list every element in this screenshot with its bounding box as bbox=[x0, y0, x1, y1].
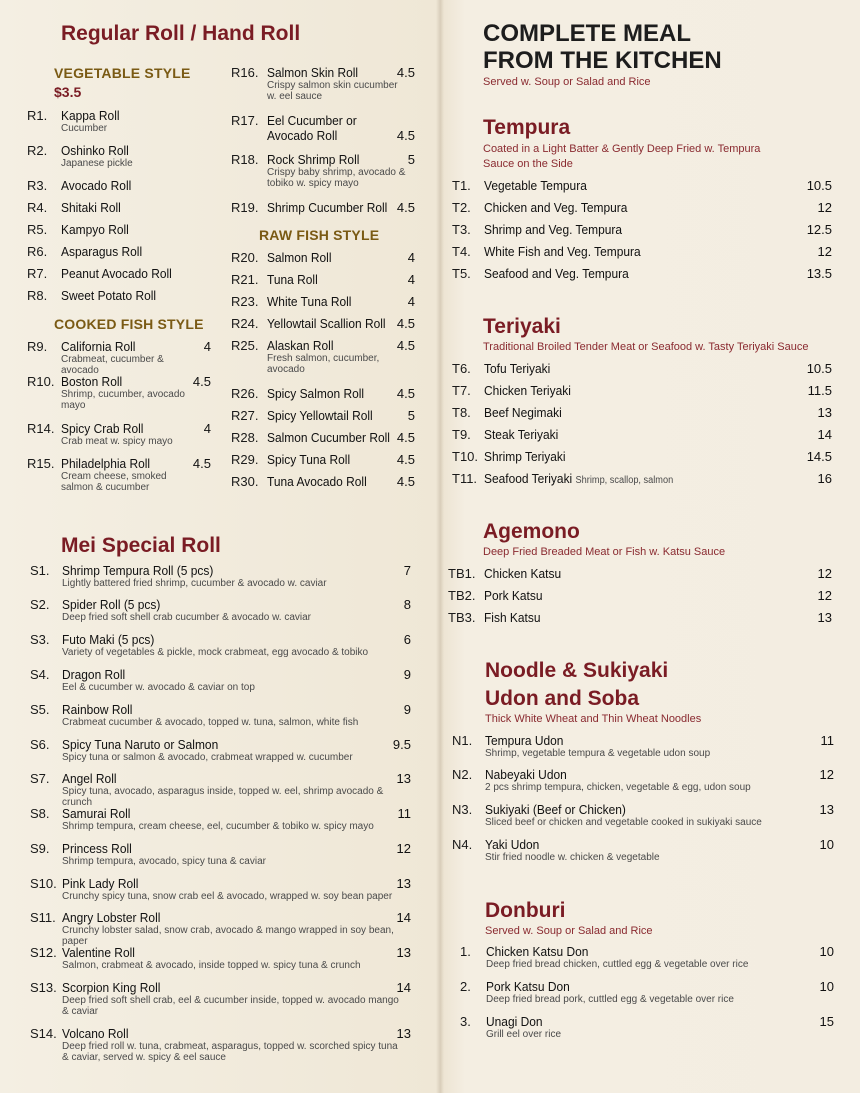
item-code: R17. bbox=[231, 113, 259, 128]
item-code: 1. bbox=[460, 944, 471, 959]
item-desc: 2 pcs shrimp tempura, chicken, vegetable & egg, udon soup bbox=[485, 782, 751, 793]
vegetable-price: $3.5 bbox=[54, 84, 82, 100]
item-desc: Deep fried soft shell crab, eel & cucumber inside, topped w. avocado mango & caviar bbox=[62, 995, 399, 1017]
item-name: Chicken and Veg. Tempura bbox=[484, 200, 628, 215]
tempura-desc-1: Coated in a Light Batter & Gently Deep Fried w. Tempura bbox=[483, 143, 761, 155]
item-code: TB3. bbox=[448, 610, 476, 625]
item-code: T11. bbox=[452, 471, 478, 486]
complete-meal-title-line1: COMPLETE MEAL bbox=[483, 20, 691, 47]
item-name: White Fish and Veg. Tempura bbox=[484, 244, 641, 259]
item-name: Shitaki Roll bbox=[61, 200, 121, 215]
item-price: 4.5 bbox=[192, 456, 211, 471]
item-name: Yaki Udon bbox=[485, 837, 540, 852]
item-code: R19. bbox=[231, 200, 259, 215]
item-name: Kampyo Roll bbox=[61, 222, 129, 237]
item-code: R10. bbox=[27, 374, 55, 389]
item-desc: Eel & cucumber w. avocado & caviar on top bbox=[62, 682, 255, 693]
item-name: Boston Roll bbox=[61, 374, 123, 389]
item-code: S9. bbox=[30, 841, 50, 856]
teriyaki-desc: Traditional Broiled Tender Meat or Seafood w. Tasty Teriyaki Sauce bbox=[483, 341, 809, 353]
item-name: Philadelphia Roll bbox=[61, 456, 151, 471]
item-name: Princess Roll bbox=[62, 841, 132, 856]
menu-item bbox=[448, 566, 834, 586]
item-code: N3. bbox=[452, 802, 473, 817]
item-price: 4.5 bbox=[396, 316, 415, 331]
item-price: 12 bbox=[817, 566, 832, 581]
donburi-desc: Served w. Soup or Salad and Rice bbox=[485, 925, 653, 937]
item-code: R24. bbox=[231, 316, 259, 331]
item-code: R9. bbox=[27, 339, 48, 354]
item-desc: Variety of vegetables & pickle, mock crabmeat, egg avocado & tobiko bbox=[62, 647, 369, 658]
item-name: Spicy Yellowtail Roll bbox=[267, 408, 373, 423]
item-price: 12 bbox=[396, 841, 411, 856]
item-code: TB1. bbox=[448, 566, 476, 581]
menu-item bbox=[452, 802, 834, 828]
menu-item bbox=[30, 876, 412, 902]
item-desc: Deep fried roll w. tuna, crabmeat, asparagus, topped w. scorched spicy tuna & caviar, served w. spicy & eel sauce bbox=[62, 1041, 398, 1063]
item-name: Eel Cucumber or bbox=[267, 113, 357, 128]
item-desc: Japanese pickle bbox=[61, 158, 133, 169]
item-price: 10.5 bbox=[806, 361, 832, 376]
item-name: Shrimp and Veg. Tempura bbox=[484, 222, 623, 237]
item-price: 4.5 bbox=[396, 338, 415, 353]
menu-item bbox=[448, 588, 834, 608]
item-code: T8. bbox=[452, 405, 471, 420]
item-code: S7. bbox=[30, 771, 50, 786]
page-fold bbox=[436, 0, 444, 1093]
item-code: R5. bbox=[27, 222, 48, 237]
item-price: 4.5 bbox=[396, 452, 415, 467]
item-code: R18. bbox=[231, 152, 259, 167]
item-name: Sukiyaki (Beef or Chicken) bbox=[485, 802, 626, 817]
menu-item bbox=[30, 702, 412, 728]
item-price: 13 bbox=[819, 802, 834, 817]
item-name: Spicy Tuna Naruto or Salmon bbox=[62, 737, 219, 752]
donburi-title: Donburi bbox=[485, 899, 566, 922]
item-code: R1. bbox=[27, 108, 48, 123]
item-name: Seafood and Veg. Tempura bbox=[484, 266, 629, 281]
item-code: S13. bbox=[30, 980, 57, 995]
item-desc: Shrimp, cucumber, avocado mayo bbox=[61, 389, 185, 411]
item-code: R21. bbox=[231, 272, 259, 287]
item-name: Salmon Cucumber Roll bbox=[267, 430, 390, 445]
item-price: 12 bbox=[817, 244, 832, 259]
item-code: T6. bbox=[452, 361, 471, 376]
item-name: Volcano Roll bbox=[62, 1026, 129, 1041]
item-name: Yellowtail Scallion Roll bbox=[267, 316, 386, 331]
item-name: Salmon Roll bbox=[267, 250, 332, 265]
item-price: 13 bbox=[396, 1026, 411, 1041]
item-price: 10 bbox=[819, 944, 834, 959]
item-price: 4 bbox=[407, 250, 415, 265]
item-name: Sweet Potato Roll bbox=[61, 288, 157, 303]
item-price: 7 bbox=[403, 563, 411, 578]
item-name: Pork Katsu Don bbox=[486, 979, 570, 994]
menu-item bbox=[452, 427, 834, 447]
item-code: S8. bbox=[30, 806, 50, 821]
noodle-title-2: Udon and Soba bbox=[485, 687, 639, 710]
item-price: 10.5 bbox=[806, 178, 832, 193]
item-price: 10 bbox=[819, 979, 834, 994]
menu-item bbox=[460, 944, 834, 970]
item-price: 4.5 bbox=[396, 430, 415, 445]
menu-item bbox=[30, 737, 412, 763]
item-name: Shrimp Cucumber Roll bbox=[267, 200, 388, 215]
item-code: S4. bbox=[30, 667, 50, 682]
raw-fish-style-heading: RAW FISH STYLE bbox=[259, 227, 380, 243]
menu-item bbox=[231, 452, 416, 472]
item-code: N1. bbox=[452, 733, 473, 748]
item-name: Chicken Katsu bbox=[484, 566, 562, 581]
menu-item bbox=[30, 841, 412, 867]
item-code: R26. bbox=[231, 386, 259, 401]
item-code: R30. bbox=[231, 474, 259, 489]
menu-item bbox=[452, 383, 834, 403]
item-name: Valentine Roll bbox=[62, 945, 135, 960]
item-price: 11.5 bbox=[807, 383, 832, 398]
teriyaki-title: Teriyaki bbox=[483, 315, 561, 338]
menu-item bbox=[452, 222, 834, 242]
item-desc: Crabmeat, cucumber & avocado bbox=[61, 354, 164, 376]
menu-item bbox=[452, 266, 834, 286]
menu-item bbox=[231, 200, 416, 220]
menu-item bbox=[27, 108, 207, 134]
item-code: S5. bbox=[30, 702, 50, 717]
item-name: Kappa Roll bbox=[61, 108, 120, 123]
item-name: Tuna Avocado Roll bbox=[267, 474, 367, 489]
item-price: 12 bbox=[819, 767, 834, 782]
item-desc: Grill eel over rice bbox=[486, 1029, 562, 1040]
item-name: Dragon Roll bbox=[62, 667, 126, 682]
item-code: N4. bbox=[452, 837, 473, 852]
menu-item bbox=[27, 266, 207, 286]
menu-item bbox=[30, 945, 412, 971]
item-price: 13 bbox=[817, 405, 832, 420]
item-desc: Salmon, crabmeat & avocado, inside topped w. spicy tuna & crunch bbox=[62, 960, 361, 971]
item-code: S10. bbox=[30, 876, 57, 891]
menu-item bbox=[27, 421, 212, 447]
menu-item bbox=[452, 449, 834, 469]
item-price: 13.5 bbox=[806, 266, 832, 281]
tempura-title: Tempura bbox=[483, 116, 571, 139]
item-code: R25. bbox=[231, 338, 259, 353]
item-name: Angry Lobster Roll bbox=[62, 910, 161, 925]
item-code: T3. bbox=[452, 222, 471, 237]
item-code: R7. bbox=[27, 266, 48, 281]
menu-item bbox=[231, 113, 416, 143]
item-code: R8. bbox=[27, 288, 48, 303]
item-code: R6. bbox=[27, 244, 48, 259]
item-price: 4.5 bbox=[396, 128, 415, 143]
menu-item bbox=[30, 563, 412, 589]
item-name: Salmon Skin Roll bbox=[267, 65, 359, 80]
item-code: R3. bbox=[27, 178, 48, 193]
item-code: R14. bbox=[27, 421, 55, 436]
item-name: Avocado Roll bbox=[61, 178, 132, 193]
item-name: Rock Shrimp Roll bbox=[267, 152, 360, 167]
item-name: Alaskan Roll bbox=[267, 338, 334, 353]
menu-item bbox=[452, 200, 834, 220]
menu-item bbox=[452, 733, 834, 759]
item-name: Tuna Roll bbox=[267, 272, 318, 287]
item-name: Samurai Roll bbox=[62, 806, 131, 821]
item-code: R28. bbox=[231, 430, 259, 445]
complete-meal-desc: Served w. Soup or Salad and Rice bbox=[483, 76, 651, 88]
item-code: R20. bbox=[231, 250, 259, 265]
item-desc: Spicy tuna or salmon & avocado, crabmeat wrapped w. cucumber bbox=[62, 752, 353, 763]
menu-item bbox=[452, 471, 834, 491]
item-price: 9 bbox=[403, 667, 411, 682]
item-name: Angel Roll bbox=[62, 771, 117, 786]
item-price: 4 bbox=[203, 339, 211, 354]
menu-item bbox=[27, 456, 212, 493]
item-name: Fish Katsu bbox=[484, 610, 541, 625]
item-code: R27. bbox=[231, 408, 259, 423]
menu-item bbox=[30, 771, 412, 808]
item-desc: Shrimp tempura, avocado, spicy tuna & caviar bbox=[62, 856, 266, 867]
item-desc: Crabmeat cucumber & avocado, topped w. tuna, salmon, white fish bbox=[62, 717, 359, 728]
item-price: 16 bbox=[817, 471, 832, 486]
item-code: T2. bbox=[452, 200, 471, 215]
menu-item bbox=[231, 272, 416, 292]
item-desc: Deep fried bread pork, cuttled egg & vegetable over rice bbox=[486, 994, 734, 1005]
tempura-desc-2: Sauce on the Side bbox=[483, 158, 573, 170]
menu-item bbox=[30, 597, 412, 623]
menu-item bbox=[27, 374, 212, 411]
menu-item bbox=[27, 200, 207, 220]
item-code: T7. bbox=[452, 383, 471, 398]
item-name: Pork Katsu bbox=[484, 588, 543, 603]
menu-item bbox=[460, 1014, 834, 1040]
menu-item bbox=[27, 288, 207, 308]
menu-item bbox=[30, 980, 412, 1017]
item-desc: Deep fried bread chicken, cuttled egg & vegetable over rice bbox=[486, 959, 749, 970]
regular-roll-title: Regular Roll / Hand Roll bbox=[61, 22, 301, 45]
item-name: Shrimp Teriyaki bbox=[484, 449, 566, 464]
menu-item bbox=[27, 222, 207, 242]
item-price: 4 bbox=[203, 421, 211, 436]
item-name: California Roll bbox=[61, 339, 136, 354]
item-code: 2. bbox=[460, 979, 471, 994]
item-price: 13 bbox=[396, 945, 411, 960]
menu-item bbox=[30, 667, 412, 693]
item-price: 15 bbox=[819, 1014, 834, 1029]
item-code: T5. bbox=[452, 266, 471, 281]
menu-item bbox=[231, 294, 416, 314]
item-name: Unagi Don bbox=[486, 1014, 543, 1029]
item-price: 13 bbox=[396, 876, 411, 891]
item-name: White Tuna Roll bbox=[267, 294, 352, 309]
item-code: S11. bbox=[30, 910, 56, 925]
item-price: 14 bbox=[396, 910, 411, 925]
menu-item bbox=[30, 806, 412, 832]
item-code: R15. bbox=[27, 456, 55, 471]
item-price: 5 bbox=[407, 152, 415, 167]
menu-item bbox=[27, 143, 207, 169]
item-price: 9 bbox=[403, 702, 411, 717]
agemono-desc: Deep Fried Breaded Meat or Fish w. Katsu Sauce bbox=[483, 546, 726, 558]
menu-item bbox=[448, 610, 834, 630]
item-desc: Shrimp tempura, cream cheese, eel, cucumber & tobiko w. spicy mayo bbox=[62, 821, 374, 832]
item-inline-desc: Shrimp, scallop, salmon bbox=[575, 475, 674, 486]
menu-item bbox=[231, 152, 416, 189]
item-code: R16. bbox=[231, 65, 259, 80]
item-name: Steak Teriyaki bbox=[484, 427, 559, 442]
item-code: R4. bbox=[27, 200, 48, 215]
menu-item bbox=[452, 244, 834, 264]
item-desc: Cream cheese, smoked salmon & cucumber bbox=[61, 471, 167, 493]
menu-item bbox=[231, 316, 416, 336]
complete-meal-title bbox=[483, 20, 722, 74]
mei-special-roll-title: Mei Special Roll bbox=[61, 534, 221, 557]
menu-item bbox=[231, 474, 416, 494]
item-price: 14 bbox=[396, 980, 411, 995]
item-code: S12. bbox=[30, 945, 57, 960]
item-desc: Crunchy spicy tuna, snow crab eel & avocado, wrapped w. soy bean paper bbox=[62, 891, 393, 902]
item-name: Beef Negimaki bbox=[484, 405, 562, 420]
item-desc: Fresh salmon, cucumber, avocado bbox=[267, 353, 380, 375]
item-code: S2. bbox=[30, 597, 50, 612]
item-code: R23. bbox=[231, 294, 259, 309]
menu-item bbox=[460, 979, 834, 1005]
item-desc: Crab meat w. spicy mayo bbox=[61, 436, 173, 447]
item-price: 11 bbox=[397, 806, 411, 821]
item-code: S14. bbox=[30, 1026, 57, 1041]
menu-item bbox=[231, 430, 416, 450]
item-desc: Shrimp, vegetable tempura & vegetable udon soup bbox=[485, 748, 711, 759]
item-code: R2. bbox=[27, 143, 48, 158]
item-price: 10 bbox=[819, 837, 834, 852]
menu-item bbox=[231, 408, 416, 428]
noodle-desc: Thick White Wheat and Thin Wheat Noodles bbox=[485, 713, 702, 725]
complete-meal-title-line2: FROM THE KITCHEN bbox=[483, 47, 722, 74]
menu-item bbox=[231, 386, 416, 406]
menu-item bbox=[30, 632, 412, 658]
item-desc: Deep fried soft shell crab cucumber & avocado w. caviar bbox=[62, 612, 312, 623]
item-name: Asparagus Roll bbox=[61, 244, 143, 259]
menu-item bbox=[30, 1026, 412, 1063]
item-desc: Stir fried noodle w. chicken & vegetable bbox=[485, 852, 660, 863]
item-name: Peanut Avocado Roll bbox=[61, 266, 172, 281]
item-price: 4 bbox=[407, 272, 415, 287]
menu-item bbox=[231, 250, 416, 270]
item-code: TB2. bbox=[448, 588, 476, 603]
item-desc: Spicy tuna, avocado, asparagus inside, topped w. eel, shrimp avocado & crunch bbox=[62, 786, 384, 808]
item-price: 6 bbox=[403, 632, 411, 647]
item-desc: Crispy salmon skin cucumber w. eel sauce bbox=[267, 80, 398, 102]
item-price: 4.5 bbox=[192, 374, 211, 389]
menu-item bbox=[231, 338, 416, 375]
item-price: 14 bbox=[817, 427, 832, 442]
item-name: Shrimp Tempura Roll (5 pcs) bbox=[62, 563, 214, 578]
item-name: Scorpion King Roll bbox=[62, 980, 161, 995]
item-name: Spider Roll (5 pcs) bbox=[62, 597, 161, 612]
item-code: S1. bbox=[30, 563, 50, 578]
vegetable-style-heading: VEGETABLE STYLE bbox=[54, 65, 191, 81]
item-name: Spicy Tuna Roll bbox=[267, 452, 351, 467]
item-price: 4.5 bbox=[396, 200, 415, 215]
item-price: 12 bbox=[817, 200, 832, 215]
item-name-line2: Avocado Roll bbox=[267, 128, 338, 143]
item-code: T1. bbox=[452, 178, 471, 193]
item-name: Nabeyaki Udon bbox=[485, 767, 567, 782]
item-desc: Lightly battered fried shrimp, cucumber & avocado w. caviar bbox=[62, 578, 327, 589]
item-price: 8 bbox=[403, 597, 411, 612]
item-desc: Crunchy lobster salad, snow crab, avocado & mango wrapped in soy bean, paper bbox=[62, 925, 394, 947]
item-code: T10. bbox=[452, 449, 479, 464]
item-code: S3. bbox=[30, 632, 50, 647]
cooked-fish-style-heading: COOKED FISH STYLE bbox=[54, 316, 204, 332]
item-code: T9. bbox=[452, 427, 471, 442]
item-name: Pink Lady Roll bbox=[62, 876, 139, 891]
menu-item bbox=[27, 178, 207, 198]
menu-item bbox=[27, 339, 212, 376]
item-code: N2. bbox=[452, 767, 473, 782]
item-desc: Crispy baby shrimp, avocado & tobiko w. spicy mayo bbox=[267, 167, 406, 189]
item-price: 13 bbox=[396, 771, 411, 786]
item-name: Chicken Teriyaki bbox=[484, 383, 571, 398]
item-price: 11 bbox=[820, 733, 834, 748]
menu-item bbox=[452, 405, 834, 425]
item-price: 4.5 bbox=[396, 386, 415, 401]
item-name: Rainbow Roll bbox=[62, 702, 133, 717]
item-name: Spicy Crab Roll bbox=[61, 421, 144, 436]
item-code: 3. bbox=[460, 1014, 471, 1029]
item-price: 5 bbox=[407, 408, 415, 423]
noodle-title-1: Noodle & Sukiyaki bbox=[485, 659, 669, 682]
item-name: Seafood Teriyaki Shrimp, scallop, salmon bbox=[484, 471, 674, 486]
agemono-title: Agemono bbox=[483, 520, 580, 543]
item-code: S6. bbox=[30, 737, 50, 752]
menu-item bbox=[452, 178, 834, 198]
item-price: 4.5 bbox=[396, 474, 415, 489]
item-desc: Sliced beef or chicken and vegetable cooked in sukiyaki sauce bbox=[485, 817, 762, 828]
item-name: Chicken Katsu Don bbox=[486, 944, 589, 959]
menu-item bbox=[452, 767, 834, 793]
item-name: Tempura Udon bbox=[485, 733, 564, 748]
item-price: 4.5 bbox=[396, 65, 415, 80]
menu-item bbox=[231, 65, 416, 102]
menu-item bbox=[30, 910, 412, 947]
item-price: 14.5 bbox=[806, 449, 832, 464]
menu-item bbox=[452, 837, 834, 863]
item-code: R29. bbox=[231, 452, 259, 467]
item-price: 13 bbox=[817, 610, 832, 625]
item-desc: Cucumber bbox=[61, 123, 108, 134]
menu-item bbox=[452, 361, 834, 381]
item-price: 9.5 bbox=[392, 737, 411, 752]
item-name: Oshinko Roll bbox=[61, 143, 129, 158]
item-name: Tofu Teriyaki bbox=[484, 361, 551, 376]
menu-item bbox=[27, 244, 207, 264]
item-price: 12 bbox=[817, 588, 832, 603]
item-name: Vegetable Tempura bbox=[484, 178, 587, 193]
item-price: 12.5 bbox=[806, 222, 832, 237]
item-code: T4. bbox=[452, 244, 471, 259]
item-name: Spicy Salmon Roll bbox=[267, 386, 365, 401]
item-name: Futo Maki (5 pcs) bbox=[62, 632, 155, 647]
item-price: 4 bbox=[407, 294, 415, 309]
